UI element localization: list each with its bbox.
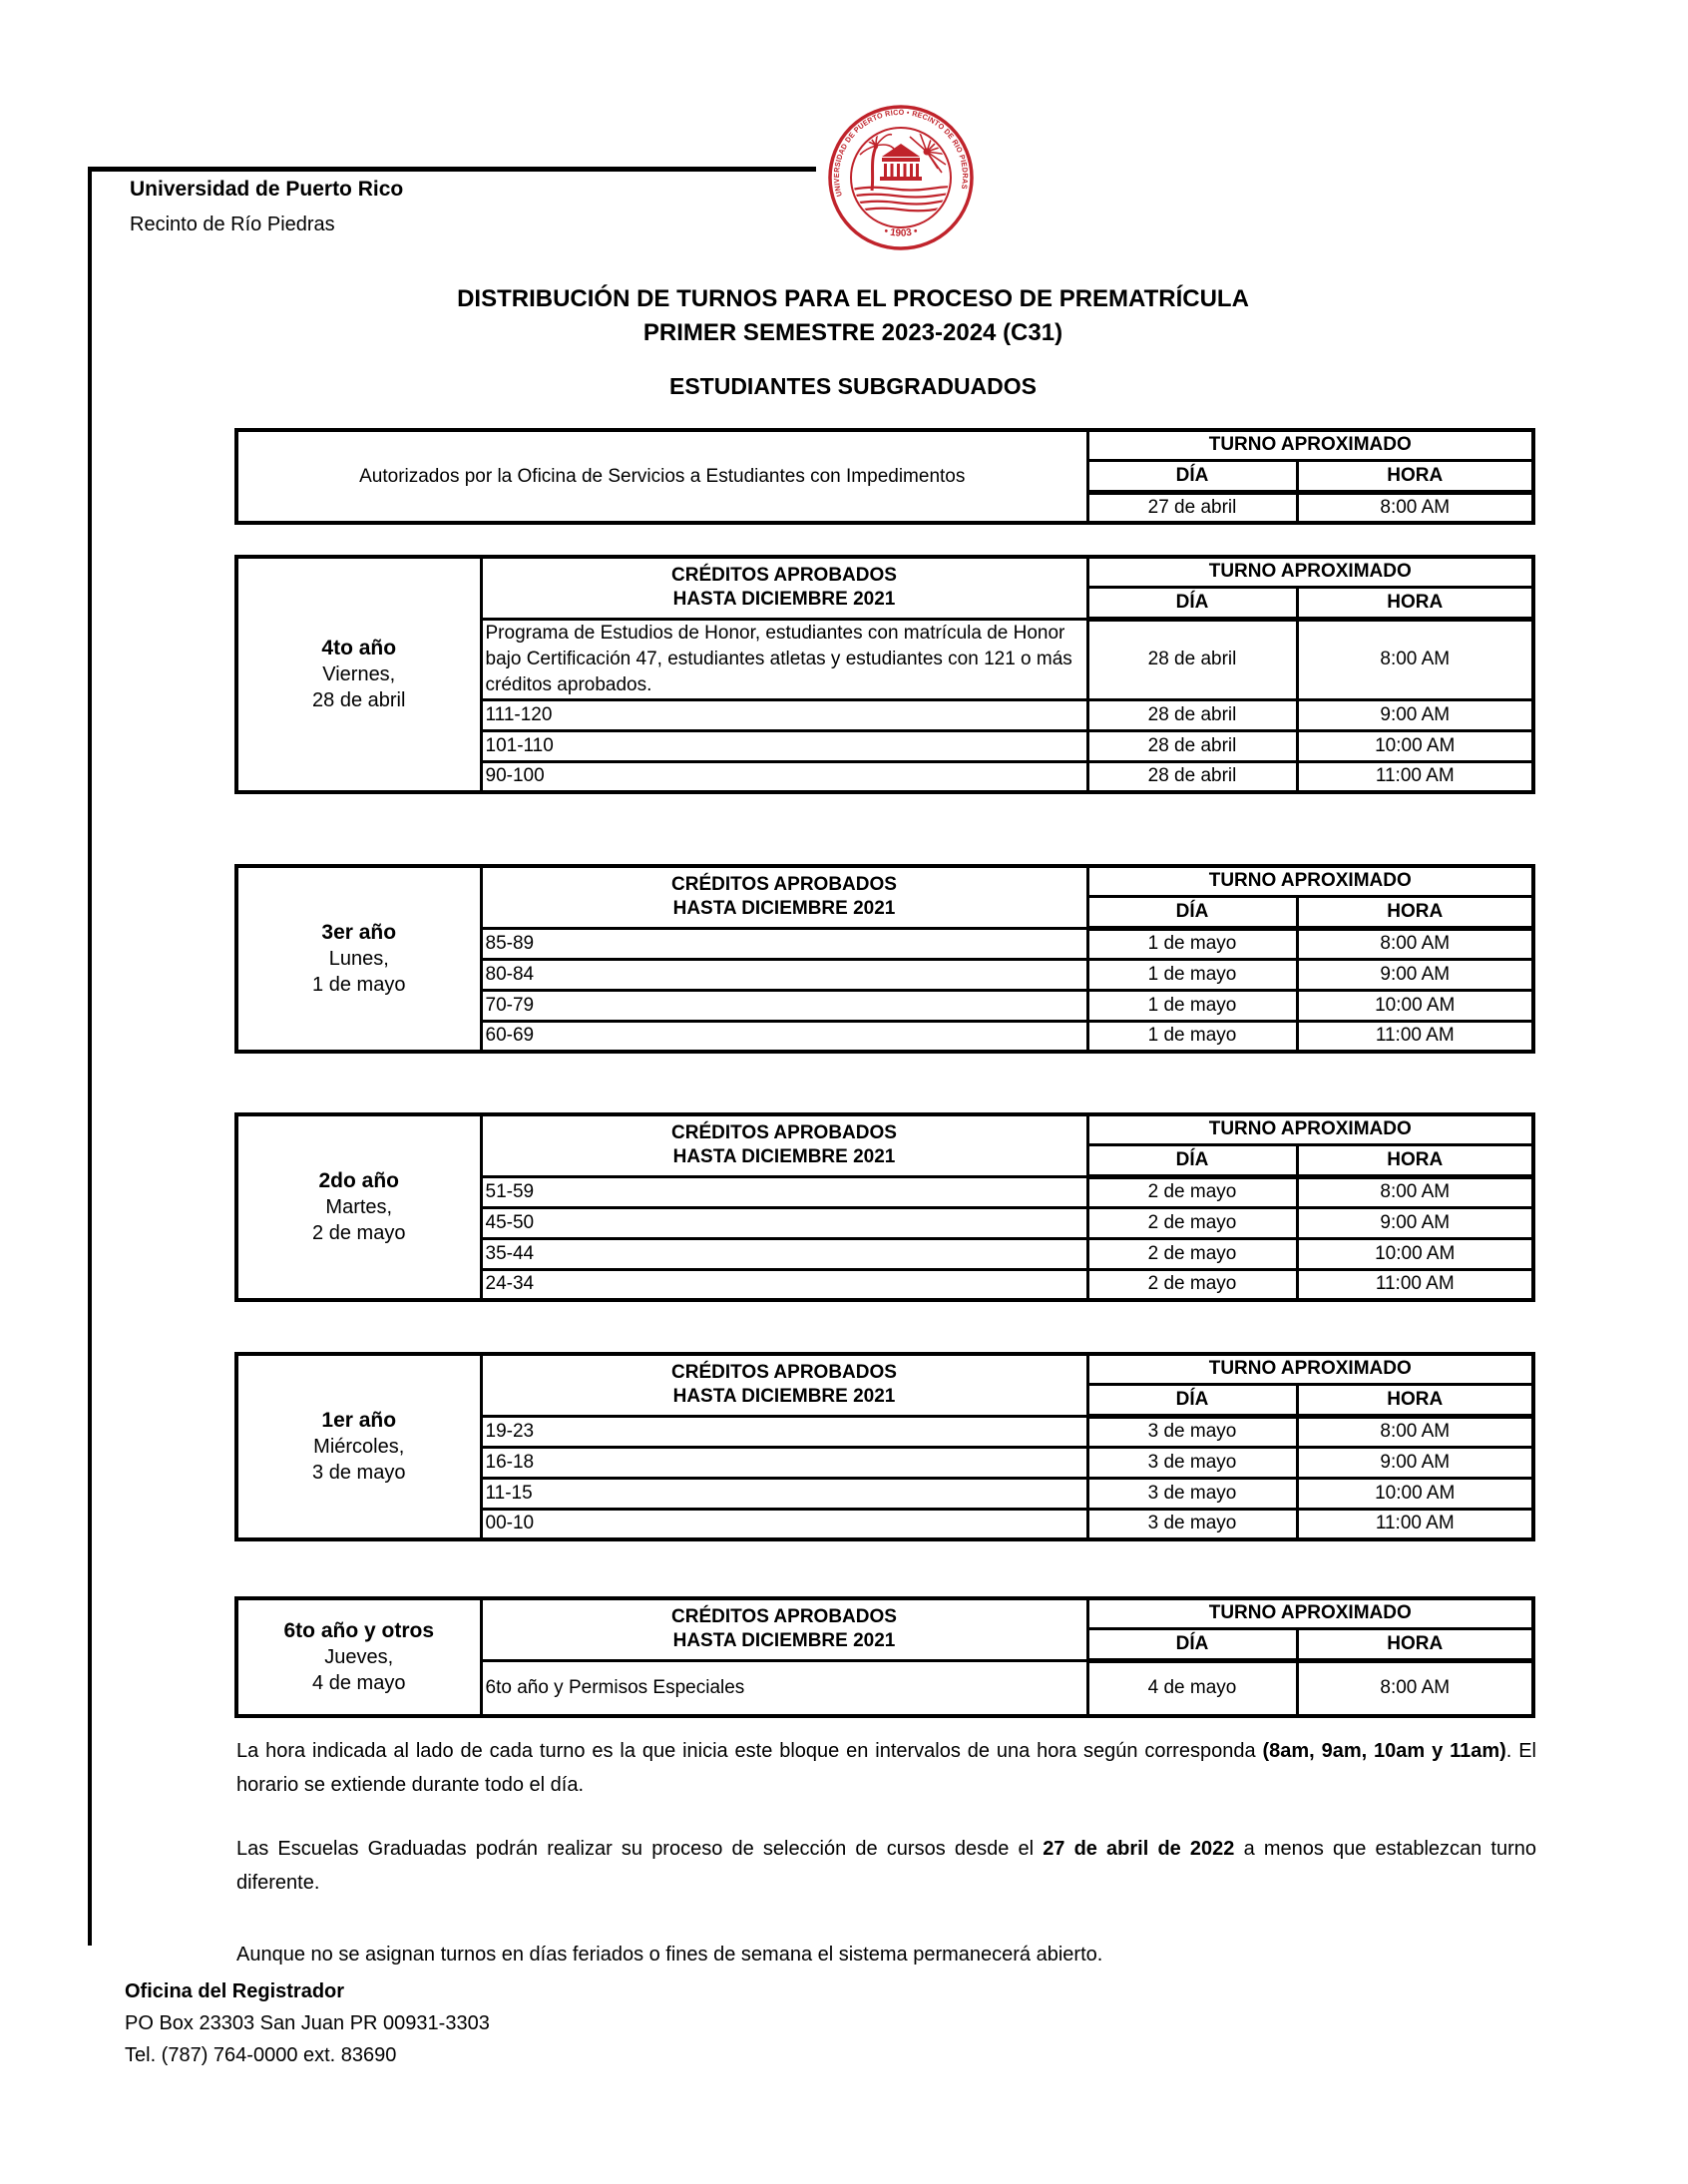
- document-titles: [160, 282, 1546, 400]
- dia-value-cell: 3 de mayo: [1087, 1447, 1297, 1478]
- year-date: 28 de abril: [312, 689, 406, 711]
- credits-cell: 101-110: [481, 730, 1087, 761]
- year-day: Viernes,: [322, 663, 396, 685]
- credits-cell: 45-50: [481, 1207, 1087, 1238]
- year-label-cell: [236, 866, 481, 1052]
- dia-header-cell: DÍA: [1087, 460, 1297, 492]
- credits-cell: 85-89: [481, 928, 1087, 959]
- dia-value-cell: 1 de mayo: [1087, 959, 1297, 990]
- hora-value-cell: 10:00 AM: [1297, 990, 1533, 1021]
- hora-header-cell: HORA: [1297, 1144, 1533, 1176]
- credits-cell: 80-84: [481, 959, 1087, 990]
- dia-value-cell: 1 de mayo: [1087, 990, 1297, 1021]
- creditos-header-cell: CRÉDITOS APROBADOS HASTA DICIEMBRE 2021: [481, 1114, 1087, 1176]
- note-graduate-schools: Las Escuelas Graduadas podrán realizar su proceso de selección de cursos desde el 27 de abril de 2022 a menos que establezcan turno diferente.: [236, 1838, 1536, 1894]
- note-holidays: Aunque no se asignan turnos en días feriados o fines de semana el sistema permanecerá abierto.: [236, 1944, 1103, 1966]
- hora-value-cell: 9:00 AM: [1297, 1207, 1533, 1238]
- dia-header-cell: DÍA: [1087, 896, 1297, 928]
- hora-value-cell: 10:00 AM: [1297, 1238, 1533, 1269]
- dia-value-cell: 3 de mayo: [1087, 1478, 1297, 1509]
- hora-value-cell: 8:00 AM: [1297, 1176, 1533, 1207]
- turnos-table-1er-ano: [234, 1352, 1535, 1541]
- dia-value-cell: 27 de abril: [1087, 492, 1297, 523]
- turno-header-cell: TURNO APROXIMADO: [1087, 1114, 1533, 1144]
- impedimentos-table: [234, 428, 1535, 525]
- turnos-table-6to-ano: [234, 1596, 1535, 1718]
- credits-cell: 111-120: [481, 699, 1087, 730]
- notes-section: [236, 1734, 1536, 1971]
- hora-header-cell: HORA: [1297, 460, 1533, 492]
- dia-header-cell: DÍA: [1087, 1384, 1297, 1416]
- note-hours: La hora indicada al lado de cada turno es la que inicia este bloque en intervalos de una hora según corresponda (8am, 9am, 10am y 11am). El horario se extiende durante todo el día.: [236, 1740, 1536, 1796]
- credits-cell: 60-69: [481, 1021, 1087, 1052]
- creditos-header-cell: CRÉDITOS APROBADOS HASTA DICIEMBRE 2021: [481, 1354, 1087, 1416]
- letterhead: [130, 178, 403, 236]
- credits-cell: 6to año y Permisos Especiales: [481, 1660, 1087, 1716]
- hora-value-cell: 8:00 AM: [1297, 1416, 1533, 1447]
- turno-header-cell: TURNO APROXIMADO: [1087, 866, 1533, 896]
- creditos-header-cell: CRÉDITOS APROBADOS HASTA DICIEMBRE 2021: [481, 1598, 1087, 1660]
- hora-header-cell: HORA: [1297, 587, 1533, 619]
- dia-value-cell: 28 de abril: [1087, 619, 1297, 699]
- credits-cell: 70-79: [481, 990, 1087, 1021]
- page-border-top: [88, 167, 898, 172]
- year-name: 6to año y otros: [283, 1619, 435, 1642]
- footer-phone: Tel. (787) 764-0000 ext. 83690: [125, 2044, 397, 2066]
- turno-header-cell: TURNO APROXIMADO: [1087, 1598, 1533, 1628]
- turno-header-cell: TURNO APROXIMADO: [1087, 1354, 1533, 1384]
- hora-value-cell: 9:00 AM: [1297, 959, 1533, 990]
- hora-value-cell: 11:00 AM: [1297, 761, 1533, 792]
- credits-cell: 19-23: [481, 1416, 1087, 1447]
- dia-header-cell: DÍA: [1087, 1628, 1297, 1660]
- year-date: 1 de mayo: [312, 974, 406, 996]
- hora-value-cell: 8:00 AM: [1297, 619, 1533, 699]
- hora-value-cell: 8:00 AM: [1297, 492, 1533, 523]
- seal-ring-text: UNIVERSIDAD DE PUERTO RICO • RECINTO DE RIO PIEDRAS: [831, 107, 971, 198]
- year-day: Jueves,: [324, 1646, 394, 1668]
- year-label-cell: [236, 1114, 481, 1300]
- footer-office: Oficina del Registrador: [125, 1980, 345, 2002]
- credits-cell: 35-44: [481, 1238, 1087, 1269]
- hora-value-cell: 10:00 AM: [1297, 1478, 1533, 1509]
- credits-cell: 16-18: [481, 1447, 1087, 1478]
- credits-cell: 11-15: [481, 1478, 1087, 1509]
- year-name: 2do año: [318, 1169, 399, 1192]
- year-label-cell: [236, 1354, 481, 1539]
- year-date: 3 de mayo: [312, 1462, 406, 1484]
- year-day: Lunes,: [328, 948, 389, 970]
- dia-header-cell: DÍA: [1087, 1144, 1297, 1176]
- dia-value-cell: 3 de mayo: [1087, 1416, 1297, 1447]
- registrar-footer: [125, 1975, 490, 2071]
- credits-cell: 24-34: [481, 1269, 1087, 1300]
- dia-value-cell: 2 de mayo: [1087, 1176, 1297, 1207]
- dia-value-cell: 28 de abril: [1087, 699, 1297, 730]
- page-border-left: [88, 167, 92, 1946]
- turnos-table-4to-ano: [234, 555, 1535, 794]
- hora-header-cell: HORA: [1297, 896, 1533, 928]
- year-label-cell: [236, 1598, 481, 1716]
- org-campus: Recinto de Río Piedras: [130, 214, 335, 235]
- university-seal-logo: [816, 93, 986, 262]
- footer-address: PO Box 23303 San Juan PR 00931-3303: [125, 2012, 490, 2034]
- hora-value-cell: 9:00 AM: [1297, 1447, 1533, 1478]
- turnos-table-3er-ano: [234, 864, 1535, 1054]
- hora-value-cell: 11:00 AM: [1297, 1509, 1533, 1539]
- doc-subtitle: ESTUDIANTES SUBGRADUADOS: [668, 373, 1038, 399]
- hora-value-cell: 8:00 AM: [1297, 928, 1533, 959]
- dia-value-cell: 4 de mayo: [1087, 1660, 1297, 1716]
- creditos-header-cell: CRÉDITOS APROBADOS HASTA DICIEMBRE 2021: [481, 557, 1087, 619]
- doc-title-line2: PRIMER SEMESTRE 2023-2024 (C31): [642, 319, 1063, 346]
- year-name: 1er año: [321, 1409, 397, 1432]
- hora-value-cell: 9:00 AM: [1297, 699, 1533, 730]
- credits-cell: 90-100: [481, 761, 1087, 792]
- hora-value-cell: 10:00 AM: [1297, 730, 1533, 761]
- turnos-table-2do-ano: [234, 1112, 1535, 1302]
- dia-value-cell: 2 de mayo: [1087, 1269, 1297, 1300]
- hora-header-cell: HORA: [1297, 1384, 1533, 1416]
- org-name: Universidad de Puerto Rico: [130, 178, 404, 201]
- dia-value-cell: 3 de mayo: [1087, 1509, 1297, 1539]
- year-day: Miércoles,: [313, 1436, 405, 1458]
- year-date: 4 de mayo: [312, 1672, 406, 1694]
- dia-header-cell: DÍA: [1087, 587, 1297, 619]
- year-name: 3er año: [321, 921, 397, 944]
- dia-value-cell: 2 de mayo: [1087, 1207, 1297, 1238]
- year-label-cell: [236, 557, 481, 792]
- doc-title-line1: DISTRIBUCIÓN DE TURNOS PARA EL PROCESO DE PREMATRÍCULA: [457, 285, 1249, 312]
- turno-header-cell: TURNO APROXIMADO: [1087, 557, 1533, 587]
- turno-header-cell: TURNO APROXIMADO: [1087, 430, 1533, 460]
- dia-value-cell: 1 de mayo: [1087, 1021, 1297, 1052]
- hora-value-cell: 11:00 AM: [1297, 1021, 1533, 1052]
- dia-value-cell: 28 de abril: [1087, 761, 1297, 792]
- year-date: 2 de mayo: [312, 1222, 406, 1244]
- hora-header-cell: HORA: [1297, 1628, 1533, 1660]
- creditos-header-cell: CRÉDITOS APROBADOS HASTA DICIEMBRE 2021: [481, 866, 1087, 928]
- year-day: Martes,: [325, 1196, 393, 1218]
- impedimentos-label-cell: Autorizados por la Oficina de Servicios a Estudiantes con Impedimentos: [236, 430, 1087, 523]
- dia-value-cell: 1 de mayo: [1087, 928, 1297, 959]
- hora-value-cell: 11:00 AM: [1297, 1269, 1533, 1300]
- credits-cell: 51-59: [481, 1176, 1087, 1207]
- hora-value-cell: 8:00 AM: [1297, 1660, 1533, 1716]
- credits-cell: 00-10: [481, 1509, 1087, 1539]
- dia-value-cell: 2 de mayo: [1087, 1238, 1297, 1269]
- year-name: 4to año: [321, 637, 397, 659]
- seal-year-text: • 1903 •: [882, 225, 920, 239]
- dia-value-cell: 28 de abril: [1087, 730, 1297, 761]
- credits-cell: Programa de Estudios de Honor, estudiantes con matrícula de Honor bajo Certificación 47, estudiantes atletas y estudiantes con 121 o más créditos aprobados.: [481, 619, 1087, 699]
